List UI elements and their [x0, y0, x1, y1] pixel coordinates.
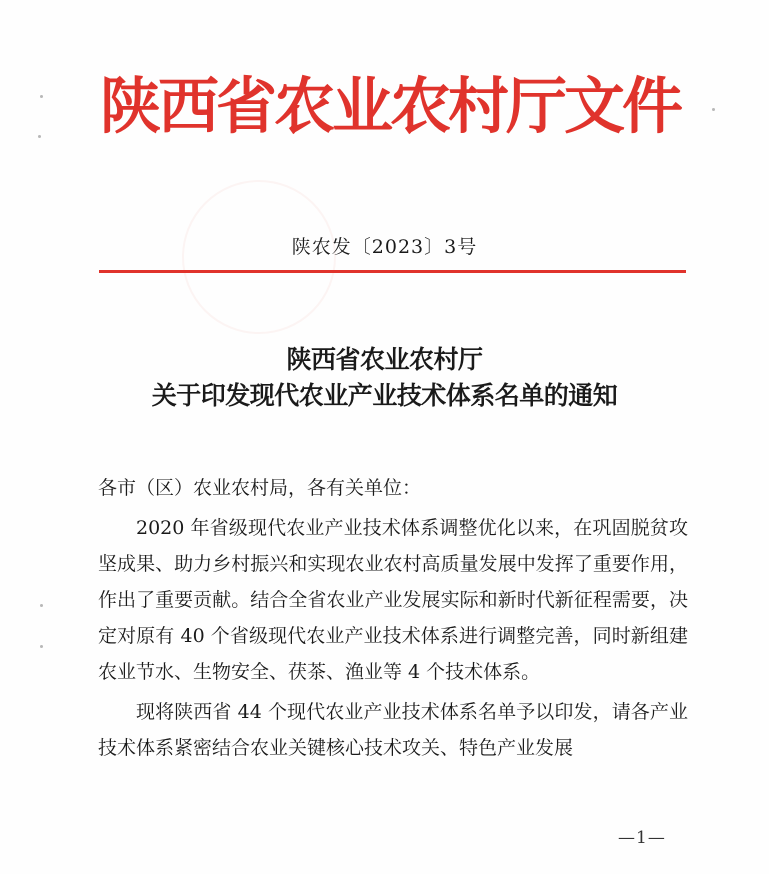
- scan-speck: [38, 135, 41, 138]
- document-number: 陕农发〔2023〕3号: [291, 236, 478, 258]
- scan-speck: [40, 95, 43, 98]
- scan-speck: [40, 604, 43, 607]
- notice-body: [98, 470, 688, 766]
- notice-title-line-1: 陕西省农业农村厅: [286, 345, 483, 374]
- scan-speck: [712, 108, 715, 111]
- red-divider-line: [99, 270, 686, 273]
- notice-title: [0, 342, 769, 414]
- notice-title-line-2: 关于印发现代农业产业技术体系名单的通知: [151, 381, 618, 410]
- body-paragraph-2: 现将陕西省 44 个现代农业产业技术体系名单予以印发，请各产业技术体系紧密结合农业关键核心技术攻关、特色产业发展: [98, 701, 688, 759]
- addressee-line: 各市（区）农业农村局，各有关单位：: [98, 477, 422, 499]
- agency-header-title: 陕西省农业农村厅文件: [99, 71, 680, 142]
- body-paragraph-1: 2020 年省级现代农业产业技术体系调整优化以来，在巩固脱贫攻坚成果、助力乡村振兴和实现农业农村高质量发展中发挥了重要作用，作出了重要贡献。结合全省农业产业发展实际和新时代新征程需要，决定对原有 40 个省级现代农业产业技术体系进行调整完善，同时新组建农业节水、生物安全、茯茶、渔业等 4 个技术体系。: [98, 517, 688, 683]
- page-number: —1—: [618, 828, 666, 848]
- scan-speck: [40, 645, 43, 648]
